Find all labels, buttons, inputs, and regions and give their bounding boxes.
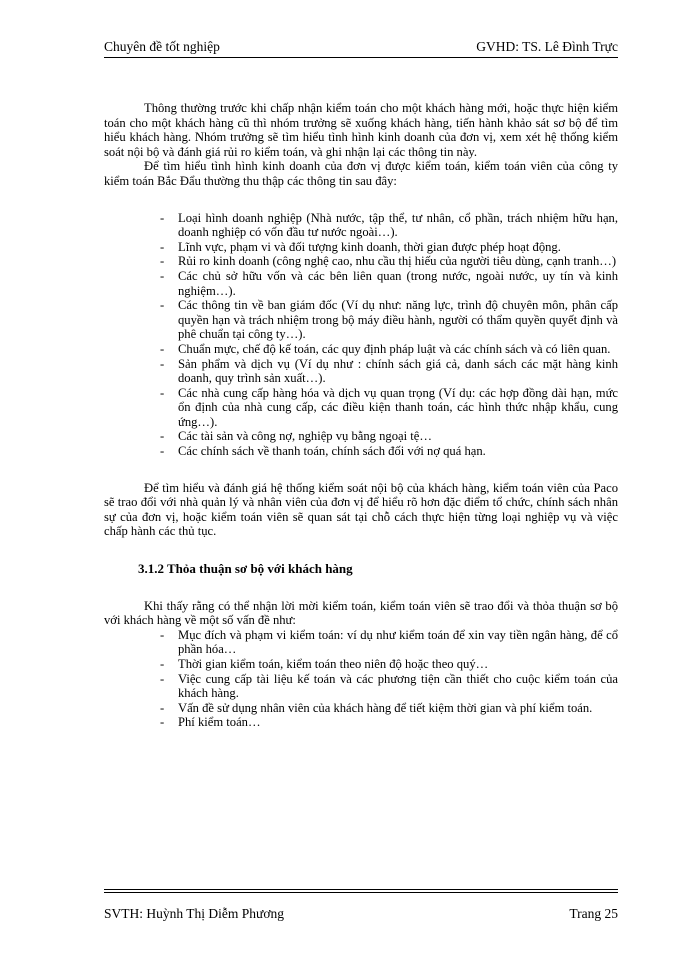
footer-rule [104, 889, 618, 890]
paragraph-2: Để tìm hiểu tình hình kinh doanh của đơn vị được kiểm toán, kiểm toán viên của công ty kiểm toán Bắc Đẩu thường thu thập các thông tin sau đây: [104, 159, 618, 188]
list-item: - Rủi ro kinh doanh (công nghệ cao, nhu cầu thị hiếu của người tiêu dùng, cạnh tranh…) [156, 254, 618, 269]
agreement-list [156, 628, 618, 730]
list-item: - Các chủ sở hữu vốn và các bên liên quan (trong nước, ngoài nước, uy tín và kinh nghiệm…). [156, 269, 618, 298]
footer-student: SVTH: Huỳnh Thị Diễm Phương [104, 906, 284, 921]
list-item: - Các nhà cung cấp hàng hóa và dịch vụ quan trọng (Ví dụ: các hợp đồng dài hạn, mức ổn định của nhà cung cấp, các điều kiện thanh toán, các hình thức nhập khẩu, cung ứng…). [156, 386, 618, 430]
header-title: Chuyên đề tốt nghiệp [104, 39, 220, 54]
business-info-list [156, 211, 618, 459]
list-item: - Loại hình doanh nghiệp (Nhà nước, tập thể, tư nhân, cổ phần, trách nhiệm hữu hạn, doanh nghiệp có vốn đầu tư nước ngoài…). [156, 211, 618, 240]
list-item: - Các tài sản và công nợ, nghiệp vụ bằng ngoại tệ… [156, 429, 618, 444]
paragraph-3: Để tìm hiểu và đánh giá hệ thống kiểm soát nội bộ của khách hàng, kiểm toán viên của Paco sẽ trao đổi với nhà quản lý và nhân viên của đơn vị để hiểu rõ hơn đặc điểm tổ chức, chính sách nhân sự của đơn vị, hoặc kiểm toán viên sẽ quan sát tại chỗ cách thực hiện từng loại nghiệp vụ và việc chấp hành các thủ tục. [104, 480, 618, 539]
list-item: - Mục đích và phạm vi kiểm toán: ví dụ như kiểm toán để xin vay tiền ngân hàng, để cổ phần hóa… [156, 628, 618, 657]
page-header [104, 37, 618, 58]
paragraph-4: Khi thấy rằng có thể nhận lời mời kiểm toán, kiểm toán viên sẽ trao đổi và thỏa thuận sơ bộ với khách hàng về một số vấn đề như: [104, 598, 618, 628]
list-item: - Việc cung cấp tài liệu kế toán và các phương tiện cần thiết cho cuộc kiểm toán của khách hàng. [156, 672, 618, 701]
page-number: Trang 25 [569, 906, 618, 921]
footer-rule-secondary [104, 892, 618, 893]
section-heading: 3.1.2 Thỏa thuận sơ bộ với khách hàng [138, 561, 353, 577]
list-item: - Vấn đề sử dụng nhân viên của khách hàng để tiết kiệm thời gian và phí kiểm toán. [156, 701, 618, 716]
list-item: - Phí kiểm toán… [156, 715, 618, 730]
paragraph-1: Thông thường trước khi chấp nhận kiểm toán cho một khách hàng mới, hoặc thực hiện kiểm toán cho một khách hàng cũ thì nhóm trưởng sẽ xuống khách hàng, tiến hành khảo sát sơ bộ để tìm hiểu khách hàng. Nhóm trưởng sẽ tìm hiểu tình hình kinh doanh của đơn vị, xem xét hệ thống kiểm soát nội bộ và đánh giá rủi ro kiểm toán, và ghi nhận lại các thông tin này. [104, 101, 618, 159]
page-content [104, 101, 618, 730]
list-item: - Các thông tin về ban giám đốc (Ví dụ như: năng lực, trình độ chuyên môn, phân cấp quyền hạn và trách nhiệm trong bộ máy điều hành, người có thẩm quyền quyết định và phê chuẩn tại công ty…). [156, 298, 618, 342]
list-item: - Lĩnh vực, phạm vi và đối tượng kinh doanh, thời gian được phép hoạt động. [156, 240, 618, 255]
list-item: - Sản phẩm và dịch vụ (Ví dụ như : chính sách giá cả, danh sách các mặt hàng kinh doanh, quy trình sản xuất…). [156, 357, 618, 386]
header-advisor: GVHD: TS. Lê Đình Trực [476, 39, 618, 54]
list-item: - Chuẩn mực, chế độ kế toán, các quy định pháp luật và các chính sách và có liên quan. [156, 342, 618, 357]
list-item: - Các chính sách về thanh toán, chính sách đối với nợ quá hạn. [156, 444, 618, 459]
list-item: - Thời gian kiểm toán, kiểm toán theo niên độ hoặc theo quý… [156, 657, 618, 672]
